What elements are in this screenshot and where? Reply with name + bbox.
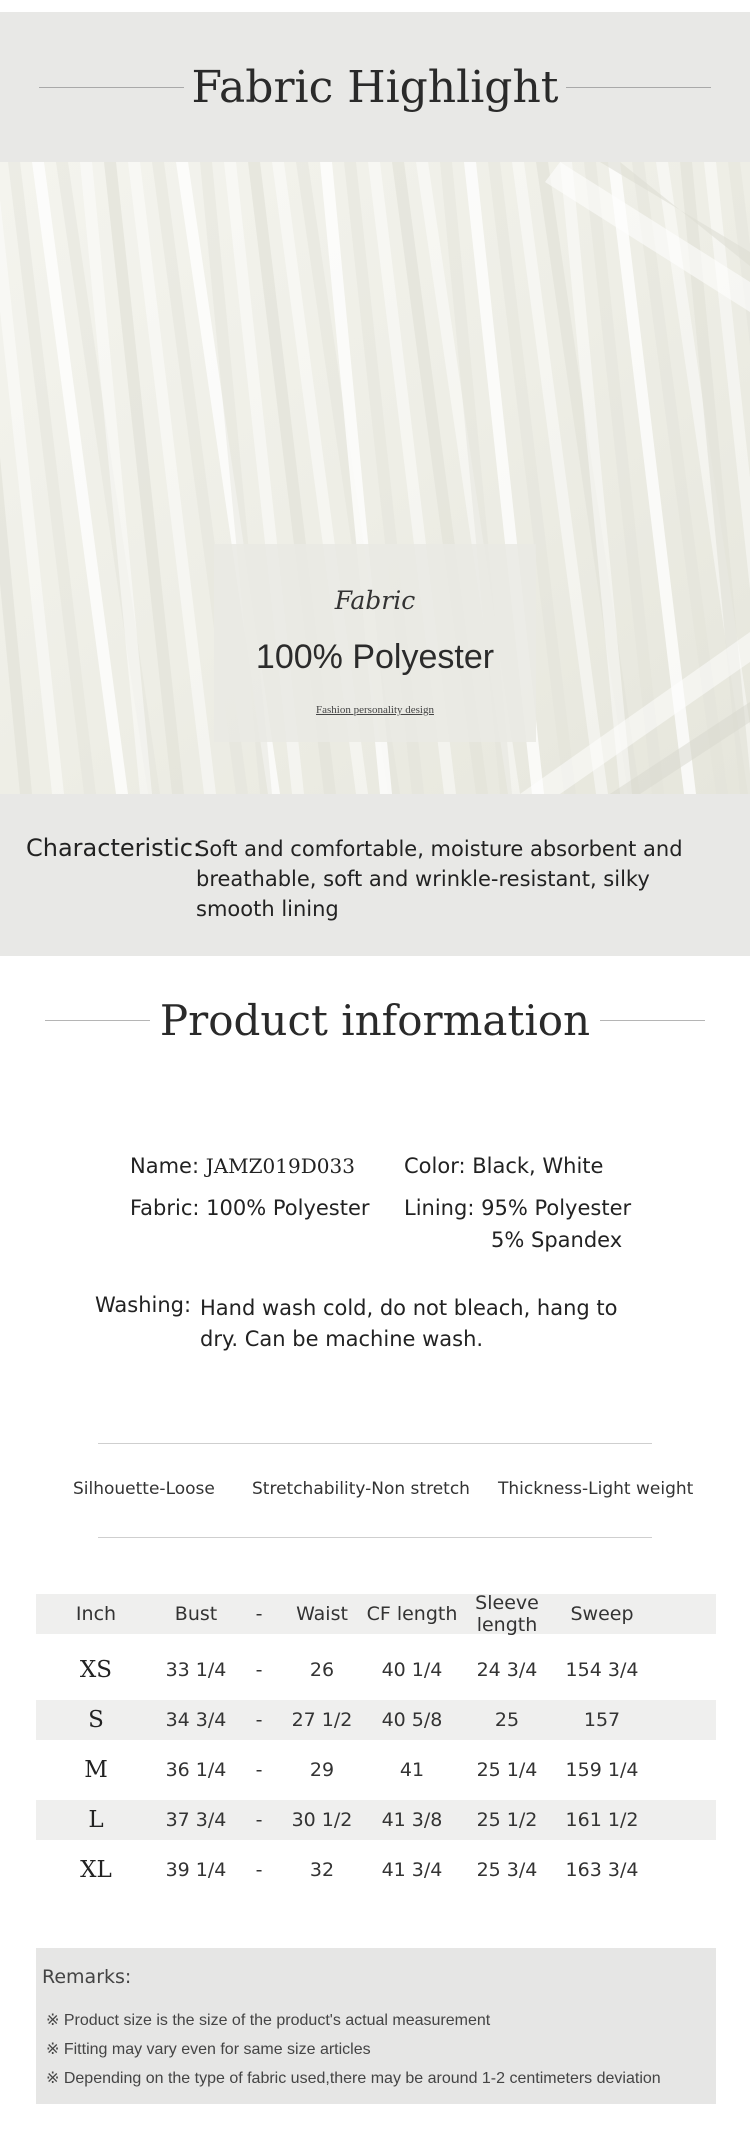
thickness-property: Thickness-Light weight [498, 1479, 694, 1499]
characteristic-text: Soft and comfortable, moisture absorbent and breathable, soft and wrinkle-resistant, silky smooth lining [196, 837, 683, 921]
sleeve-length-value: 24 3/4 [476, 1659, 538, 1681]
color-value: Black, White [472, 1154, 604, 1178]
header-sleeve-line1: Sleeve [475, 1592, 539, 1614]
sleeve-length-value: 25 3/4 [476, 1859, 538, 1881]
properties-divider-top [98, 1443, 652, 1444]
table-row [36, 1700, 716, 1740]
fabric-tagline: Fashion personality design [316, 704, 434, 716]
sweep-value: 157 [583, 1709, 621, 1731]
waist-value: 26 [309, 1659, 335, 1681]
product-lining [404, 1196, 631, 1220]
size-label: S [88, 1707, 104, 1733]
lining-value-1: 95% Polyester [481, 1196, 632, 1220]
remark-item: ※ Product size is the size of the product's actual measurement [46, 2012, 491, 2029]
dash-value: - [255, 1659, 263, 1681]
waist-value: 27 1/2 [291, 1709, 353, 1731]
dash-value: - [255, 1709, 263, 1731]
remark-item: ※ Fitting may vary even for same size articles [46, 2041, 371, 2058]
name-label: Name: [130, 1154, 200, 1178]
bust-value: 39 1/4 [165, 1859, 227, 1881]
dash-value: - [255, 1809, 263, 1831]
sweep-value: 163 3/4 [565, 1859, 639, 1881]
table-row [36, 1850, 716, 1890]
title-divider-right [566, 87, 711, 88]
washing-value: Hand wash cold, do not bleach, hang to dry. Can be machine wash. [200, 1296, 618, 1351]
washing-label: Washing: [95, 1293, 192, 1317]
bust-value: 37 3/4 [165, 1809, 227, 1831]
silhouette-property: Silhouette-Loose [73, 1479, 215, 1499]
fabric-script-label: Fabric [334, 586, 416, 615]
size-label: M [84, 1757, 108, 1783]
lining-label: Lining: [404, 1196, 475, 1220]
product-fabric [130, 1196, 370, 1220]
waist-value: 30 1/2 [291, 1809, 353, 1831]
cf-length-value: 40 5/8 [381, 1709, 443, 1731]
cf-length-value: 40 1/4 [381, 1659, 443, 1681]
name-value: JAMZ019D033 [205, 1154, 355, 1178]
title-divider-right [600, 1020, 705, 1021]
dash-value: - [255, 1759, 263, 1781]
fabric-info-card [214, 544, 536, 742]
waist-value: 32 [309, 1859, 335, 1881]
dash-value: - [255, 1859, 263, 1881]
bust-value: 34 3/4 [165, 1709, 227, 1731]
header-inch: Inch [75, 1603, 117, 1625]
stretchability-property: Stretchability-Non stretch [252, 1479, 470, 1499]
bust-value: 36 1/4 [165, 1759, 227, 1781]
product-color [404, 1154, 603, 1178]
sleeve-length-value: 25 1/4 [476, 1759, 538, 1781]
size-table [36, 1594, 716, 1890]
table-row [36, 1800, 716, 1840]
characteristic-label: Characteristic: [26, 834, 202, 862]
fabric-value: 100% Polyester [206, 1196, 370, 1220]
cf-length-value: 41 3/8 [381, 1809, 443, 1831]
waist-value: 29 [309, 1759, 335, 1781]
size-label: L [88, 1807, 104, 1833]
fabric-highlight-title-row [0, 52, 750, 122]
fabric-material: 100% Polyester [255, 638, 495, 676]
sweep-value: 159 1/4 [565, 1759, 639, 1781]
fabric-label: Fabric: [130, 1196, 200, 1220]
size-table-body [36, 1650, 716, 1890]
header-sweep: Sweep [570, 1603, 634, 1625]
bust-value: 33 1/4 [165, 1659, 227, 1681]
properties-divider-bottom [98, 1537, 652, 1538]
header-dash: - [255, 1603, 263, 1625]
header-cf-length: CF length [366, 1603, 458, 1625]
size-label: XL [80, 1857, 112, 1883]
remark-item: ※ Depending on the type of fabric used,there may be around 1-2 centimeters deviation [46, 2070, 661, 2087]
fabric-photo [0, 162, 750, 794]
sleeve-length-value: 25 1/2 [476, 1809, 538, 1831]
product-info-title-row [0, 990, 750, 1050]
cf-length-value: 41 3/4 [381, 1859, 443, 1881]
product-info-title: Product information [159, 995, 591, 1045]
size-table-header [36, 1594, 716, 1634]
sleeve-length-value: 25 [494, 1709, 520, 1731]
product-name [130, 1154, 355, 1178]
header-waist: Waist [296, 1603, 348, 1625]
color-label: Color: [404, 1154, 466, 1178]
characteristic-section [0, 794, 750, 956]
sweep-value: 161 1/2 [565, 1809, 639, 1831]
remarks-title: Remarks: [42, 1966, 132, 1988]
cf-length-value: 41 [399, 1759, 425, 1781]
fabric-highlight-title: Fabric Highlight [191, 61, 559, 113]
table-row [36, 1650, 716, 1690]
fabric-highlight-header [0, 12, 750, 162]
lining-value-2: 5% Spandex [491, 1228, 623, 1252]
header-sleeve-length [462, 1594, 552, 1634]
header-bust: Bust [174, 1603, 218, 1625]
title-divider-left [45, 1020, 150, 1021]
size-label: XS [79, 1657, 113, 1683]
table-row [36, 1750, 716, 1790]
title-divider-left [39, 87, 184, 88]
remarks-box [36, 1948, 716, 2104]
sweep-value: 154 3/4 [565, 1659, 639, 1681]
header-sleeve-line2: length [476, 1614, 538, 1636]
